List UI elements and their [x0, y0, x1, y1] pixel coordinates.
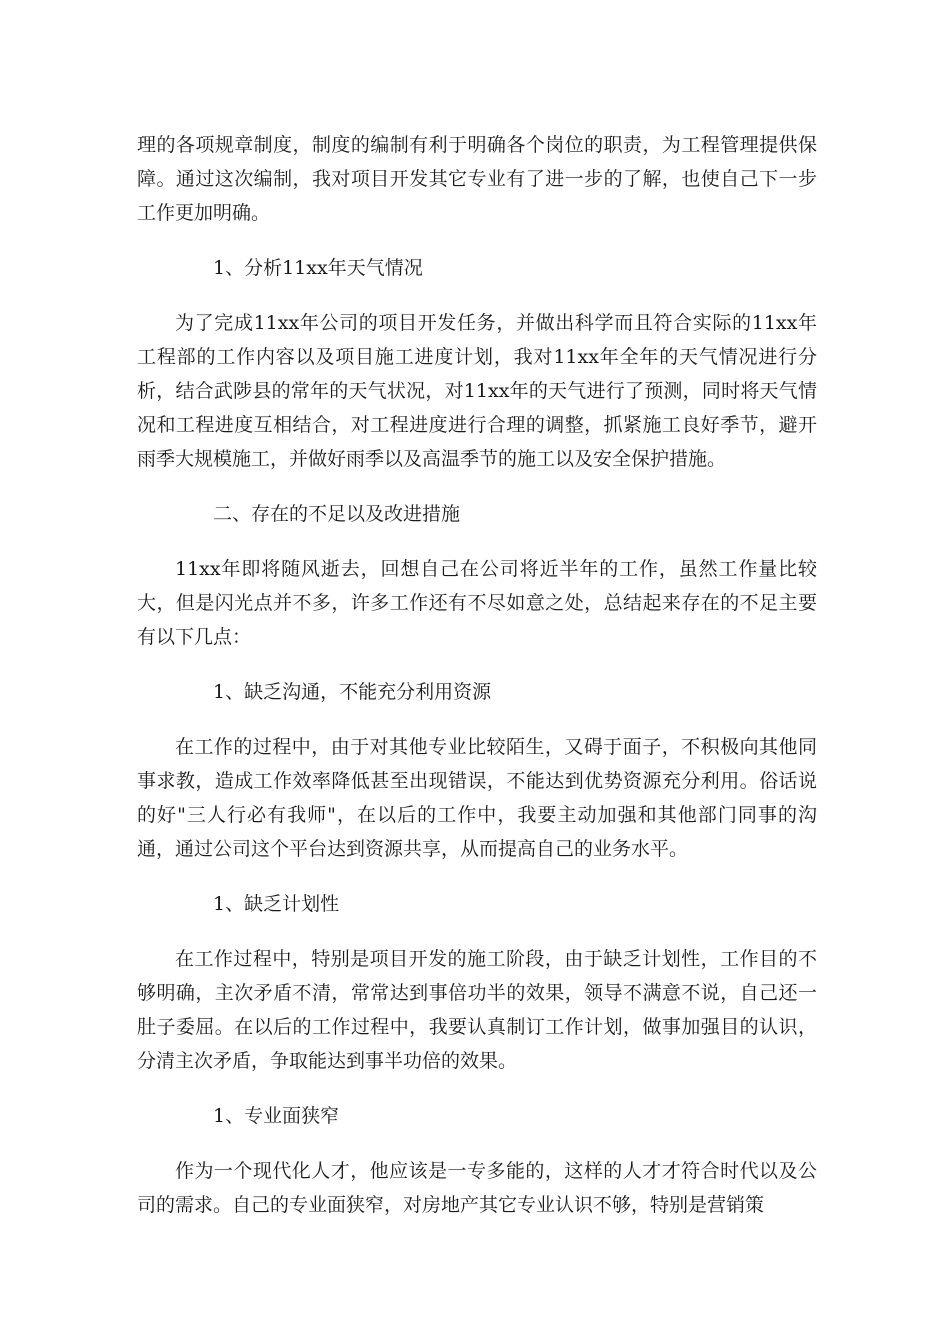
document-body: [137, 128, 817, 1243]
section-heading-shortcomings: 二、存在的不足以及改进措施: [213, 503, 461, 525]
paragraph-communication: 在工作的过程中，由于对其他专业比较陌生，又碍于面子，不积极向其他同事求教，造成工作效率降低甚至出现错误，不能达到优势资源充分利用。俗话说的好"三人行必有我师"，在以后的工作中，我要主动加强和其他部门同事的沟通，通过公司这个平台达到资源共享，从而提高自己的业务水平。: [137, 736, 817, 860]
paragraph-continued: 理的各项规章制度，制度的编制有利于明确各个岗位的职责，为工程管理提供保障。通过这次编制，我对项目开发其它专业有了进一步的了解，也使自己下一步工作更加明确。: [137, 134, 817, 224]
paragraph-planning: 在工作过程中，特别是项目开发的施工阶段，由于缺乏计划性，工作目的不够明确，主次矛盾不清，常常达到事倍功半的效果，领导不满意不说，自己还一肚子委屈。在以后的工作过程中，我要认真制订工作计划，做事加强目的认识，分清主次矛盾，争取能达到事半功倍的效果。: [137, 948, 817, 1072]
paragraph-weather-analysis: 为了完成11xx年公司的项目开发任务，并做出科学而且符合实际的11xx年工程部的工作内容以及项目施工进度计划，我对11xx年全年的天气情况进行分析，结合武陟县的常年的天气状况，对11xx年的天气进行了预测，同时将天气情况和工程进度互相结合，对工程进度进行合理的调整，抓紧施工良好季节，避开雨季大规模施工，并做好雨季以及高温季节的施工以及安全保护措施。: [137, 312, 817, 470]
section-heading-planning: 1、缺乏计划性: [213, 893, 340, 915]
paragraph-shortcomings-intro: 11xx年即将随风逝去，回想自己在公司将近半年的工作，虽然工作量比较大，但是闪光点并不多，许多工作还有不尽如意之处，总结起来存在的不足主要有以下几点：: [137, 558, 817, 648]
section-heading-specialty: 1、专业面狭窄: [213, 1105, 340, 1127]
paragraph-specialty: 作为一个现代化人才，他应该是一专多能的，这样的人才才符合时代以及公司的需求。自己的专业面狭窄，对房地产其它专业认识不够，特别是营销策: [137, 1160, 817, 1216]
section-heading-communication: 1、缺乏沟通，不能充分利用资源: [213, 681, 492, 703]
section-heading-weather: 1、分析11xx年天气情况: [213, 257, 423, 279]
